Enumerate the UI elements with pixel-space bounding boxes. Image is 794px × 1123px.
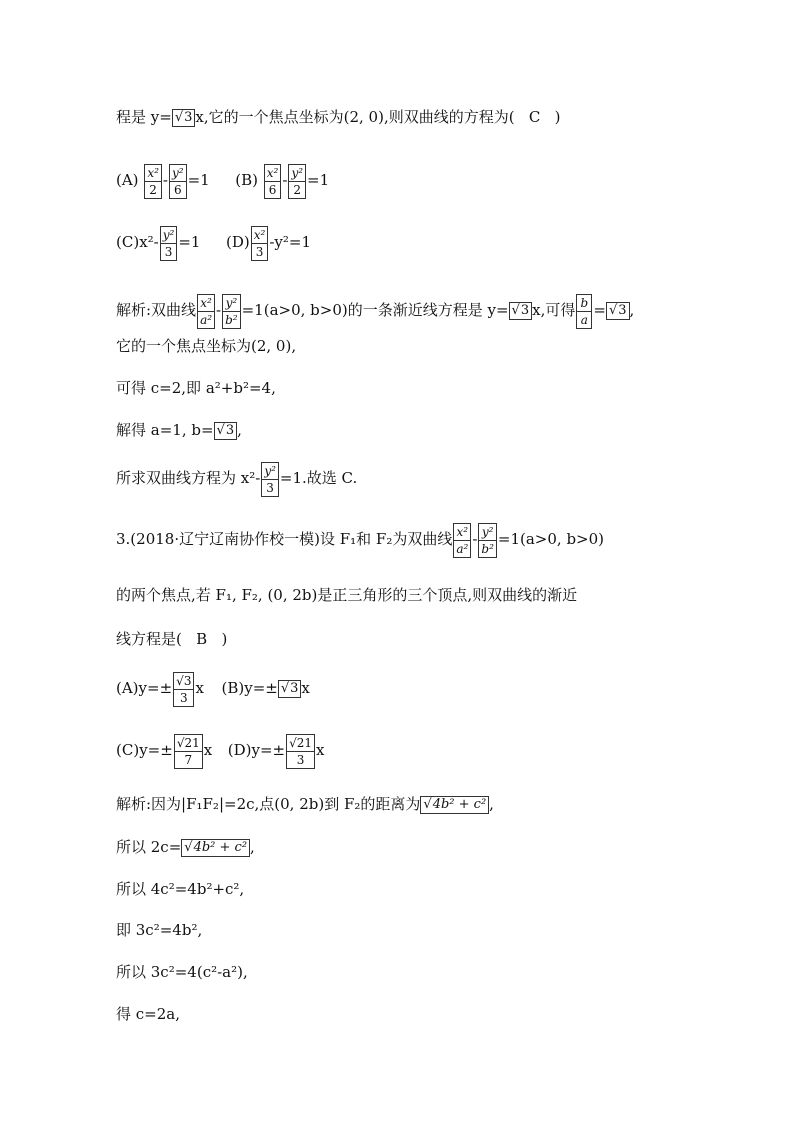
text-line [116,105,561,129]
option-label: (A) [116,679,139,697]
denominator: 2 [144,182,162,199]
text: 线方程是( B ) [116,630,228,648]
text: 所以 2c= [116,838,182,856]
text: , [237,421,242,439]
text: 解析:因为|F₁F₂|=2c,点(0, 2b)到 F₂的距离为 [116,795,421,813]
text: =1 [187,171,210,189]
text: , [489,795,494,813]
option-label: (C) [116,233,140,251]
text-line [116,334,296,358]
option-label: (B) [235,171,258,189]
denominator: 3 [286,752,315,769]
text: 可得 c=2,即 a²+b²=4, [116,379,276,397]
numerator: x² [264,164,282,182]
text: 解得 a=1, b= [116,421,214,439]
denominator: a [576,312,592,329]
text: 的两个焦点,若 F₁, F₂, (0, 2b)是正三角形的三个顶点,则双曲线的渐近 [116,586,578,604]
radical-sign: √ [423,797,432,812]
question-line [116,516,604,562]
text: 得 c=2a, [116,1005,180,1023]
numerator: x² [144,164,162,182]
denominator: 3 [173,690,194,707]
text-line [116,918,202,942]
text: 3.(2018·辽宁辽南协作校一模)设 F₁和 F₂为双曲线 [116,530,453,548]
denominator: 6 [264,182,282,199]
text: 即 3c²=4b², [116,921,203,939]
text: x [203,741,213,759]
question-line [116,627,227,651]
numerator: y² [169,164,187,182]
radicand: 3 [184,110,193,125]
text: = [593,301,606,319]
numerator: y² [288,164,306,182]
numerator: b [576,294,592,312]
numerator: y² [160,226,178,244]
text-line [116,960,248,984]
text: 所以 3c²=4(c²-a²), [116,963,248,981]
text: x [195,679,204,697]
fraction [576,294,592,329]
text: x [301,679,310,697]
text-line [116,376,276,400]
text: -y²=1 [269,233,311,251]
numerator: x² [197,294,215,312]
text: y=± [244,679,278,697]
text: =1 [178,233,201,251]
option-row [116,220,311,264]
fraction [173,672,194,707]
text: =1 [307,171,330,189]
text: x [316,741,325,759]
fraction [251,226,269,261]
radical-sign: √ [511,303,520,318]
text: 程是 y= [116,108,172,126]
option-row [116,728,325,772]
fraction [169,164,187,199]
fraction [453,523,471,558]
fraction [197,294,215,329]
operator: - [216,301,222,319]
sqrt-expr [420,796,489,814]
denominator: a² [453,541,471,558]
text: 所以 4c²=4b²+c², [116,880,245,898]
sqrt-expr [181,839,250,857]
text-line [116,877,244,901]
fraction [160,226,178,261]
operator: - [162,171,168,189]
text: x,可得 [532,301,576,319]
text: , [250,838,255,856]
radical-sign: √ [216,423,225,438]
sqrt-expr [509,302,533,320]
text: y=± [251,741,286,759]
radical-sign: √ [174,110,184,125]
denominator: 6 [169,182,187,199]
text-line [116,835,255,859]
numerator: x² [251,226,269,244]
fraction [261,462,279,497]
operator: - [472,530,478,548]
denominator: 3 [261,480,279,497]
text: y=± [139,741,173,759]
text-line [116,418,242,442]
numerator: x² [453,523,471,541]
radicand: 4b² + c² [193,840,248,855]
numerator: √21 [174,734,203,752]
text: =1(a>0, b>0)的一条渐近线方程是 y= [241,301,509,319]
radicand: 3 [618,303,627,318]
option-row [116,158,329,202]
text: 解析:双曲线 [116,301,197,319]
radical-sign: √ [608,303,618,318]
option-label: (A) [116,171,139,189]
fraction [478,523,497,558]
fraction [174,734,203,769]
operator: - [282,171,288,189]
sqrt-expr [278,680,302,698]
radicand: 3 [225,423,235,438]
text: =1(a>0, b>0) [497,530,605,548]
text: x²- [139,233,159,251]
text-line [116,1002,180,1026]
numerator: y² [261,462,279,480]
radical-sign: √ [184,840,193,855]
fraction [286,734,315,769]
numerator: √3 [173,672,194,690]
fraction [288,164,306,199]
option-label: (C) [116,741,140,759]
sqrt-expr [214,422,238,440]
denominator: 3 [160,244,178,261]
radicand: 3 [520,303,530,318]
denominator: b² [478,541,497,558]
text-line [116,792,494,816]
sqrt-expr [172,109,196,127]
fraction [264,164,282,199]
fraction [222,294,241,329]
text: =1.故选 C. [279,469,358,487]
option-label: (B) [221,679,245,697]
option-label: (D) [227,741,252,759]
numerator: √21 [286,734,315,752]
denominator: 2 [288,182,306,199]
text: 它的一个焦点坐标为(2, 0), [116,337,297,355]
text: 所求双曲线方程为 x²- [116,469,261,487]
text-line [116,456,357,500]
denominator: 3 [251,244,269,261]
denominator: 7 [174,752,203,769]
text: y=± [138,679,173,697]
text-line [116,287,634,333]
numerator: y² [478,523,497,541]
text: , [629,301,635,319]
radicand: 3 [290,681,299,696]
sqrt-expr [606,302,630,320]
numerator: y² [222,294,241,312]
radical-sign: √ [280,681,290,696]
denominator: b² [222,312,241,329]
option-label: (D) [226,233,250,251]
question-line [116,583,577,607]
option-row [116,666,310,710]
fraction [144,164,162,199]
text: x,它的一个焦点坐标为(2, 0),则双曲线的方程为( C ) [195,108,561,126]
denominator: a² [197,312,215,329]
radicand: 4b² + c² [432,797,487,812]
